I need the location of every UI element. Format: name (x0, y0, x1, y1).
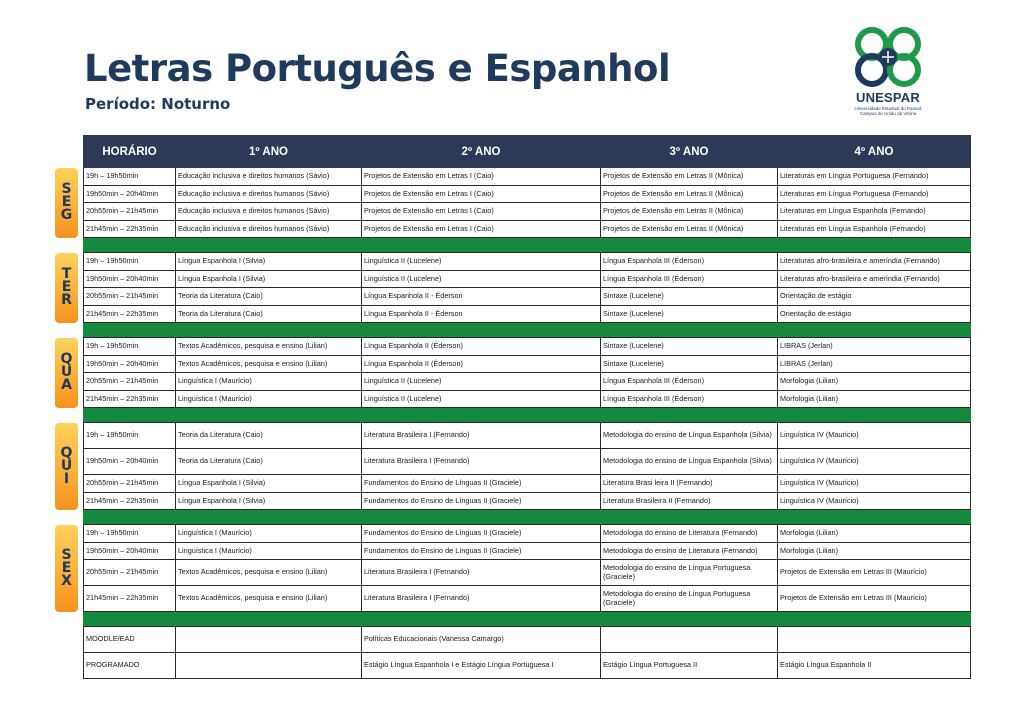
time-cell: PROGRAMADO (84, 653, 176, 679)
column-header-ano1: 1º ANO (176, 136, 362, 168)
table-row (84, 305, 971, 323)
time-cell: 20h55min – 21h45min (84, 475, 176, 493)
class-cell: Projetos de Extensão em Letras II (Mônica) (601, 168, 778, 186)
table-row (84, 475, 971, 493)
day-separator (84, 238, 971, 253)
class-cell: Língua Espanhola I (Silvia) (176, 253, 362, 271)
class-cell: Linguística II (Lucelene) (362, 253, 601, 271)
class-cell: Linguística IV (Maurício) (778, 492, 971, 510)
class-cell: Projetos de Extensão em Letras I (Caio) (362, 203, 601, 221)
class-cell: Literatura Brasileira II (Fernando) (601, 492, 778, 510)
class-cell: Projetos de Extensão em Letras I (Caio) (362, 168, 601, 186)
class-cell: Linguística II (Lucelene) (362, 390, 601, 408)
class-cell: Fundamentos do Ensino de Línguas II (Graciele) (362, 525, 601, 543)
logo-subtitle-line1: Universidade Estadual do Paraná (854, 106, 922, 111)
class-cell: Literaturas em Língua Portuguesa (Fernando) (778, 168, 971, 186)
class-cell: Sintaxe (Lucelene) (601, 355, 778, 373)
time-cell: 21h45min – 22h35min (84, 305, 176, 323)
separator-bar (84, 510, 971, 525)
time-cell: 20h55min – 21h45min (84, 203, 176, 221)
class-cell: Língua Espanhola III (Éderson) (601, 373, 778, 391)
time-cell: 20h55min – 21h45min (84, 288, 176, 306)
table-row (84, 168, 971, 186)
class-cell: Língua Espanhola II (Éderson) (362, 338, 601, 356)
class-cell: Linguística IV (Maurício) (778, 475, 971, 493)
class-cell: Morfologia (Lilian) (778, 542, 971, 560)
day-tab-letter: R (61, 292, 72, 308)
class-cell: Língua Espanhola I (Silvia) (176, 475, 362, 493)
class-cell: Linguística I (Maurício) (176, 542, 362, 560)
time-cell: 19h50min – 20h40min (84, 542, 176, 560)
time-cell: 21h45min – 22h35min (84, 492, 176, 510)
class-cell: Textos Acadêmicos, pesquisa e ensino (Lilian) (176, 355, 362, 373)
time-cell: 21h45min – 22h35min (84, 390, 176, 408)
class-cell: Projetos de Extensão em Letras III (Maurício) (778, 560, 971, 586)
class-cell: Metodologia do ensino de Língua Portuguesa (Graciele) (601, 560, 778, 586)
day-tab-letter: Q (60, 444, 73, 461)
class-cell: Educação inclusiva e direitos humanos (Sávio) (176, 203, 362, 221)
time-cell: 21h45min – 22h35min (84, 220, 176, 238)
class-cell: Língua Espanhola III (Éderson) (601, 270, 778, 288)
class-cell: Literatura Brasileira I (Fernando) (362, 449, 601, 475)
day-tab (55, 253, 78, 323)
class-cell: Educação inclusiva e direitos humanos (Sávio) (176, 220, 362, 238)
separator-bar (84, 323, 971, 338)
column-header-ano2: 2º ANO (362, 136, 601, 168)
day-tab-letter: X (61, 572, 72, 589)
unespar-logo (848, 26, 928, 121)
table-row (84, 270, 971, 288)
class-cell: Literaturas afro-brasileira e ameríndia (Fernando) (778, 253, 971, 271)
class-cell: Projetos de Extensão em Letras II (Mônica) (601, 220, 778, 238)
class-cell: Estágio Língua Portuguesa II (601, 653, 778, 679)
class-cell: Literaturas em Língua Espanhola (Fernando) (778, 203, 971, 221)
time-cell: 19h50min – 20h40min (84, 185, 176, 203)
class-cell: Língua Espanhola II - Éderson (362, 288, 601, 306)
day-separator (84, 510, 971, 525)
class-cell: Teoria da Literatura (Caio) (176, 288, 362, 306)
class-cell: Educação inclusiva e direitos humanos (Sávio) (176, 168, 362, 186)
class-cell: Metodologia do ensino de Literatura (Fernando) (601, 525, 778, 543)
column-header-ano3: 3º ANO (601, 136, 778, 168)
time-cell: 19h50min – 20h40min (84, 270, 176, 288)
class-cell: Linguística I (Maurício) (176, 373, 362, 391)
class-cell: Teoria da Literatura (Caio) (176, 305, 362, 323)
class-cell: Fundamentos do Ensino de Línguas II (Graciele) (362, 475, 601, 493)
page-subtitle: Período: Noturno (85, 95, 231, 113)
table-row (84, 220, 971, 238)
separator-bar (84, 238, 971, 253)
day-tab-letter: E (61, 559, 72, 576)
separator-bar (84, 408, 971, 423)
class-cell: Metodologia do ensino de Língua Espanhola (Silvia) (601, 423, 778, 449)
day-tab-letter: U (60, 364, 73, 380)
class-cell: Estágio Língua Espanhola I e Estágio Língua Portuguesa I (362, 653, 601, 679)
table-row (84, 423, 971, 449)
day-tab-letter: U (60, 457, 73, 474)
day-tab (55, 525, 78, 612)
class-cell: Projetos de Extensão em Letras II (Mônica) (601, 185, 778, 203)
class-cell: Estágio Língua Espanhola II (778, 653, 971, 679)
class-cell: Língua Espanhola II (Éderson) (362, 355, 601, 373)
class-cell: Políticas Educacionais (Vanessa Camargo) (362, 627, 601, 653)
time-cell: 20h55min – 21h45min (84, 373, 176, 391)
logo-subtitle (848, 106, 928, 117)
class-cell: Literatura Brasileira I (Fernando) (362, 423, 601, 449)
table-row (84, 492, 971, 510)
schedule-table (83, 135, 971, 679)
class-cell: Linguística I (Maurício) (176, 525, 362, 543)
class-cell: Projetos de Extensão em Letras III (Maurício) (778, 586, 971, 612)
class-cell: Projetos de Extensão em Letras I (Caio) (362, 185, 601, 203)
table-row (84, 653, 971, 679)
table-row (84, 586, 971, 612)
class-cell: Língua Espanhola III (Éderson) (601, 253, 778, 271)
class-cell: Literatura Brasi leira II (Fernando) (601, 475, 778, 493)
table-header-row (84, 136, 971, 168)
class-cell: Morfologia (Lilian) (778, 373, 971, 391)
day-separator (84, 408, 971, 423)
day-tab (55, 423, 78, 510)
class-cell: Literaturas em Língua Portuguesa (Fernando) (778, 185, 971, 203)
class-cell: Sintaxe (Lucelene) (601, 288, 778, 306)
table-row (84, 627, 971, 653)
class-cell: Sintaxe (Lucelene) (601, 305, 778, 323)
logo-subtitle-line2: Campus de União da Vitória (859, 111, 917, 117)
day-tab-letter: Q (60, 351, 73, 367)
time-cell: 19h50min – 20h40min (84, 355, 176, 373)
class-cell: Linguística II (Lucelene) (362, 270, 601, 288)
table-row (84, 390, 971, 408)
table-row (84, 288, 971, 306)
class-cell: Morfologia (Lilian) (778, 390, 971, 408)
table-row (84, 449, 971, 475)
class-cell: Língua Espanhola III (Éderson) (601, 390, 778, 408)
day-tab (55, 338, 78, 408)
class-cell: Literatura Brasileira I (Fernando) (362, 560, 601, 586)
class-cell (601, 627, 778, 653)
table-row (84, 203, 971, 221)
day-tab-letter: S (61, 546, 72, 563)
class-cell: Projetos de Extensão em Letras I (Caio) (362, 220, 601, 238)
class-cell: Projetos de Extensão em Letras II (Mônica) (601, 203, 778, 221)
class-cell: Linguística IV (Maurício) (778, 449, 971, 475)
time-cell: 19h – 19h50min (84, 168, 176, 186)
table-row (84, 542, 971, 560)
class-cell (176, 627, 362, 653)
class-cell: Fundamentos do Ensino de Línguas II (Graciele) (362, 492, 601, 510)
day-tab-letter: G (60, 207, 73, 223)
class-cell: Textos Acadêmicos, pesquisa e ensino (Lilian) (176, 338, 362, 356)
day-separator (84, 323, 971, 338)
table-row (84, 355, 971, 373)
class-cell: Sintaxe (Lucelene) (601, 338, 778, 356)
time-cell: 19h50min – 20h40min (84, 449, 176, 475)
class-cell: Textos Acadêmicos, pesquisa e ensino (Lilian) (176, 560, 362, 586)
class-cell: Textos Acadêmicos, pesquisa e ensino (Lilian) (176, 586, 362, 612)
column-header-ano4: 4º ANO (778, 136, 971, 168)
time-cell: 19h – 19h50min (84, 525, 176, 543)
page-title: Letras Português e Espanhol (84, 47, 671, 90)
table-row (84, 373, 971, 391)
logo-name: UNESPAR (855, 90, 920, 105)
column-header-horario: HORÁRIO (84, 136, 176, 168)
day-tab (55, 168, 78, 238)
class-cell: Linguística I (Maurício) (176, 390, 362, 408)
day-tab-letter: E (61, 194, 72, 210)
class-cell: Orientação de estágio (778, 288, 971, 306)
class-cell: Metodologia do ensino de Língua Espanhola (Silvia) (601, 449, 778, 475)
class-cell: Linguística II (Lucelene) (362, 373, 601, 391)
separator-bar (84, 612, 971, 627)
table-row (84, 338, 971, 356)
day-separator (84, 612, 971, 627)
class-cell: Literaturas afro-brasileira e ameríndia (Fernando) (778, 270, 971, 288)
day-tab-letter: E (61, 279, 72, 295)
table-row (84, 253, 971, 271)
day-tab-letter: I (63, 470, 70, 487)
class-cell: Metodologia do ensino de Literatura (Fernando) (601, 542, 778, 560)
class-cell: LIBRAS (Jerlan) (778, 355, 971, 373)
time-cell: 20h55min – 21h45min (84, 560, 176, 586)
class-cell: Morfologia (Lilian) (778, 525, 971, 543)
day-tab-letter: T (61, 266, 72, 282)
class-cell: Educação inclusiva e direitos humanos (Sávio) (176, 185, 362, 203)
class-cell: Língua Espanhola I (Silvia) (176, 492, 362, 510)
class-cell: Fundamentos do Ensino de Línguas II (Graciele) (362, 542, 601, 560)
class-cell: Teoria da Literatura (Caio) (176, 423, 362, 449)
class-cell: Metodologia do ensino de Língua Portuguesa (Graciele) (601, 586, 778, 612)
class-cell: Linguística IV (Maurício) (778, 423, 971, 449)
class-cell (778, 627, 971, 653)
table-row (84, 560, 971, 586)
class-cell: Língua Espanhola I (Silvia) (176, 270, 362, 288)
day-tab-letter: A (61, 377, 72, 393)
table-row (84, 525, 971, 543)
table-row (84, 185, 971, 203)
class-cell: Orientação de estágio (778, 305, 971, 323)
time-cell: 19h – 19h50min (84, 253, 176, 271)
time-cell: 21h45min – 22h35min (84, 586, 176, 612)
class-cell: Teoria da Literatura (Caio) (176, 449, 362, 475)
time-cell: MOODLE/EAD (84, 627, 176, 653)
day-tab-letter: S (61, 181, 72, 197)
class-cell: Literatura Brasileira I (Fernando) (362, 586, 601, 612)
time-cell: 19h – 19h50min (84, 338, 176, 356)
time-cell: 19h – 19h50min (84, 423, 176, 449)
class-cell: LIBRAS (Jerlan) (778, 338, 971, 356)
unespar-emblem-icon (848, 26, 928, 88)
class-cell: Língua Espanhola II - Éderson (362, 305, 601, 323)
class-cell (176, 653, 362, 679)
class-cell: Literaturas em Língua Espanhola (Fernando) (778, 220, 971, 238)
